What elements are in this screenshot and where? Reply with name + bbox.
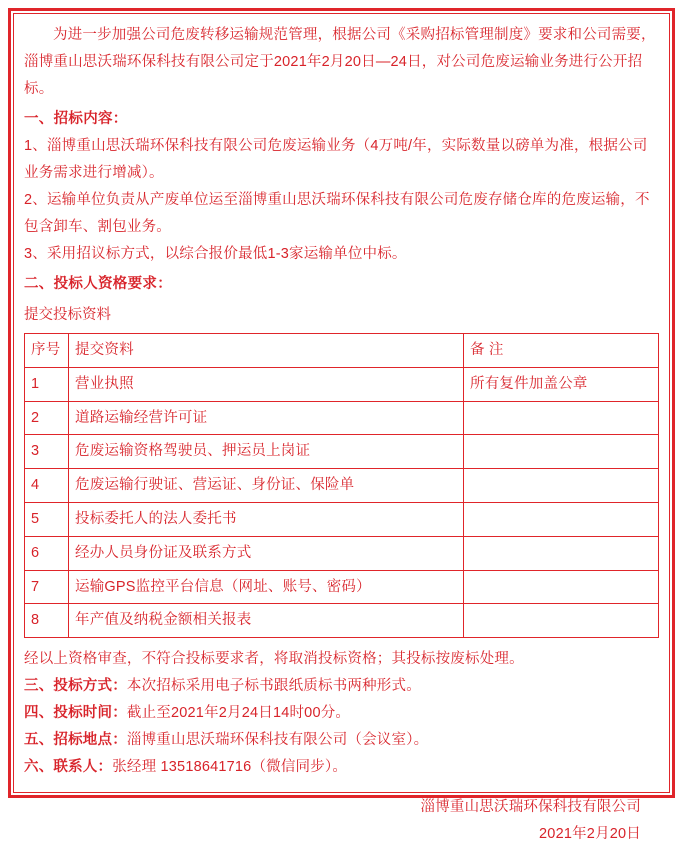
section2-heading: 二、投标人资格要求： (24, 276, 172, 293)
table-row (25, 604, 659, 638)
cell-remark (464, 570, 659, 604)
table-row (25, 469, 659, 503)
qualification-table (24, 333, 659, 638)
cell-remark (464, 604, 659, 638)
cell-no: 7 (25, 570, 69, 604)
cell-doc: 运输GPS监控平台信息（网址、账号、密码） (69, 570, 464, 604)
cell-doc: 投标委托人的法人委托书 (69, 503, 464, 537)
section1-item-1: 1、淄博重山思沃瑞环保科技有限公司危废运输业务（4万吨/年，实际数量以磅单为准，根据公司业务需求进行增减）。 (24, 138, 648, 182)
table-row (25, 503, 659, 537)
cell-remark (464, 469, 659, 503)
table-row (25, 401, 659, 435)
cell-no: 3 (25, 435, 69, 469)
cell-doc: 营业执照 (69, 367, 464, 401)
table-header-doc: 提交资料 (69, 333, 464, 367)
cell-remark (464, 536, 659, 570)
document-content (24, 22, 659, 848)
cell-no: 1 (25, 367, 69, 401)
table-row (25, 570, 659, 604)
section4-text: 截止至2021年2月24日14时00分。 (126, 704, 351, 721)
section6-line (24, 754, 659, 781)
cell-doc: 危废运输资格驾驶员、押运员上岗证 (69, 435, 464, 469)
section1-item-3: 3、采用招议标方式，以综合报价最低1-3家运输单位中标。 (24, 245, 407, 262)
cell-remark (464, 435, 659, 469)
table-row (25, 536, 659, 570)
section3-text: 本次招标采用电子标书跟纸质标书两种形式。 (126, 678, 421, 695)
table-row (25, 435, 659, 469)
table-label: 提交投标资料 (24, 307, 111, 324)
cell-doc: 经办人员身份证及联系方式 (69, 536, 464, 570)
section6-label: 六、联系人： (24, 758, 113, 775)
table-header-no: 序号 (25, 333, 69, 367)
section6-text: 张经理 13518641716（微信同步）。 (112, 758, 348, 775)
cell-doc: 道路运输经营许可证 (69, 401, 464, 435)
section3-label: 三、投标方式： (24, 678, 127, 695)
cell-remark (464, 503, 659, 537)
cell-no: 5 (25, 503, 69, 537)
cell-no: 2 (25, 401, 69, 435)
cell-remark: 所有复件加盖公章 (464, 367, 659, 401)
section4-label: 四、投标时间： (24, 704, 127, 721)
cell-doc: 危废运输行驶证、营运证、身份证、保险单 (69, 469, 464, 503)
section5-label: 五、招标地点： (24, 731, 127, 748)
cell-no: 4 (25, 469, 69, 503)
section4-line (24, 700, 659, 727)
section1-item-2: 2、运输单位负责从产废单位运至淄博重山思沃瑞环保科技有限公司危废存储仓库的危废运输，不包含卸车、割包业务。 (24, 191, 650, 235)
table-header-remark: 备 注 (464, 333, 659, 367)
section5-line (24, 727, 659, 754)
table-row (25, 367, 659, 401)
section1-heading: 一、招标内容： (24, 111, 128, 128)
qualification-note: 经以上资格审查，不符合投标要求者，将取消投标资格；其投标按废标处理。 (24, 651, 524, 668)
cell-doc: 年产值及纳税金额相关报表 (69, 604, 464, 638)
cell-remark (464, 401, 659, 435)
cell-no: 6 (25, 536, 69, 570)
table-header-row (25, 333, 659, 367)
intro-paragraph: 为进一步加强公司危废转移运输规范管理，根据公司《采购招标管理制度》要求和公司需要，淄博重山思沃瑞环保科技有限公司定于2021年2月20日—24日，对公司危废运输业务进行公开招标。 (24, 27, 656, 97)
signature-date: 2021年2月20日 (539, 826, 641, 843)
signature-block (24, 794, 659, 848)
section5-text: 淄博重山思沃瑞环保科技有限公司（会议室）。 (126, 731, 429, 748)
section3-line (24, 673, 659, 700)
cell-no: 8 (25, 604, 69, 638)
signature-company: 淄博重山思沃瑞环保科技有限公司 (420, 799, 641, 816)
